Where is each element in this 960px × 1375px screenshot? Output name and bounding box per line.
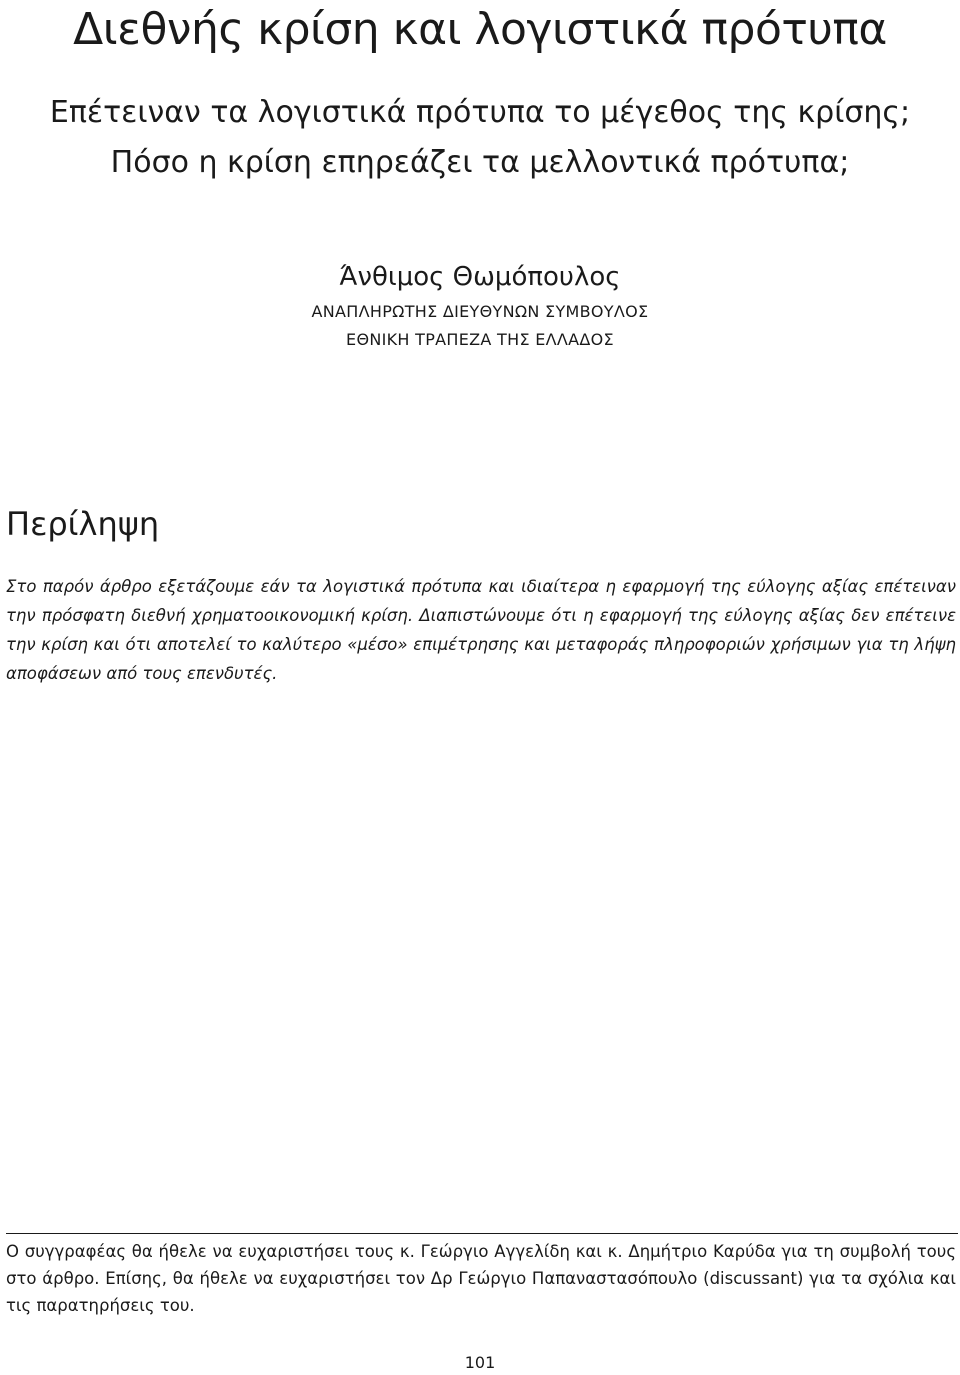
author-position: ΑΝΑΠΛΗΡΩΤΗΣ ΔΙΕΥΘΥΝΩΝ ΣΥΜΒΟΥΛΟΣ [311,302,649,321]
abstract-heading: Περίληψη [6,505,160,543]
author-block [0,256,960,354]
article-subtitle [0,88,960,188]
subtitle-line-1: Επέτειναν τα λογιστικά πρότυπα το μέγεθος της κρίσης; [49,95,911,130]
abstract-text: Στο παρόν άρθρο εξετάζουμε εάν τα λογιστικά πρότυπα και ιδιαίτερα η εφαρμογή της εύλογης αξίας επέτειναν την πρόσφατη διεθνή χρηματοοικονομική κρίση. Διαπιστώνουμε ότι η εφαρμογή της εύλογης αξίας δεν επέτεινε την κρίση και ότι αποτελεί το καλύτερο «μέσο» επιμέτρησης και μεταφοράς πληροφοριών χρήσιμων για τη λήψη αποφάσεων από τους επενδυτές. [6,577,956,683]
page-number: 101 [464,1353,496,1372]
author-organization: ΕΘΝΙΚΗ ΤΡΑΠΕΖΑ ΤΗΣ ΕΛΛΑΔΟΣ [346,330,614,349]
author-name: Άνθιμος Θωμόπουλος [339,262,621,292]
article-title: Διεθνής κρίση και λογιστικά πρότυπα [73,4,887,55]
subtitle-line-2: Πόσο η κρίση επηρεάζει τα μελλοντικά πρότυπα; [110,145,850,180]
footnote-text: Ο συγγραφέας θα ήθελε να ευχαριστήσει τους κ. Γεώργιο Αγγελίδη και κ. Δημήτριο Καρύδα για τη συμβολή τους στο άρθρο. Επίσης, θα ήθελε να ευχαριστήσει τον Δρ Γεώργιο Παπαναστασόπουλο (discussant) για τα σχόλια και τις παρατηρήσεις του. [6,1242,956,1315]
footnote-divider [6,1233,958,1234]
